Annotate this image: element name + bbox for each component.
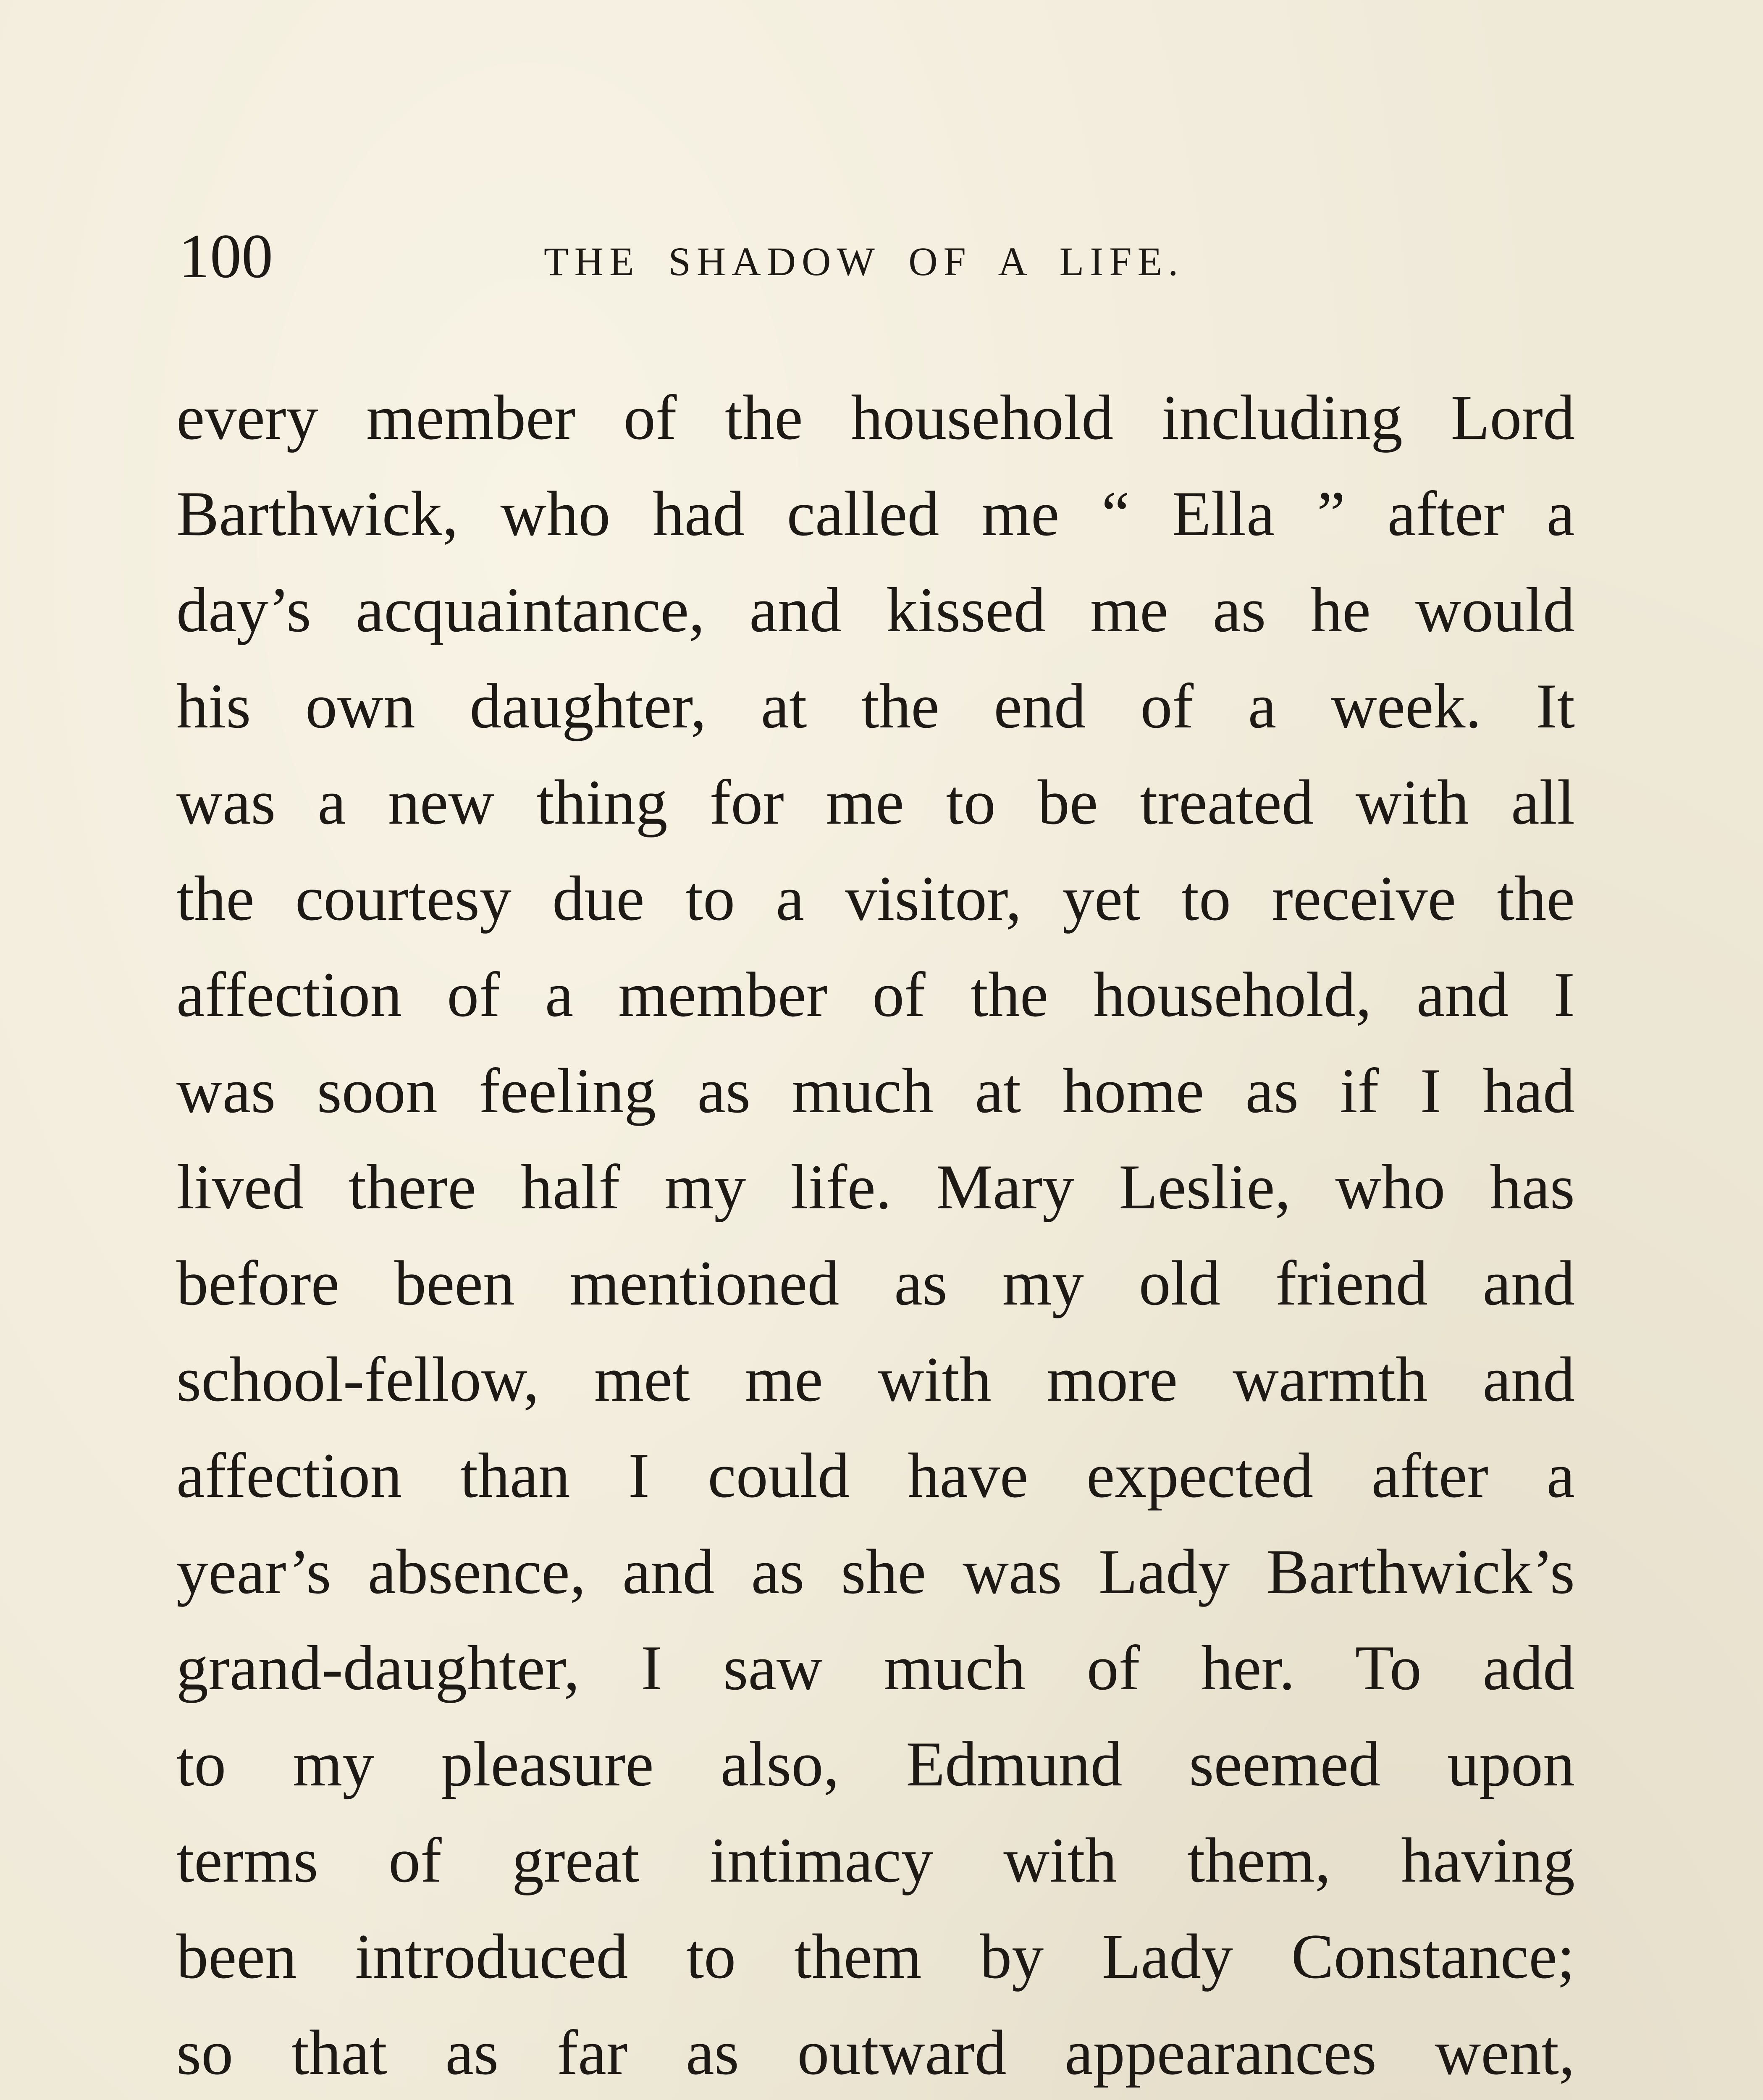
text-line: affection than I could have expected after a <box>176 1440 1575 1511</box>
text-line: his own daughter, at the end of a week. It <box>176 671 1575 741</box>
text-line: terms of great intimacy with them, having <box>176 1825 1575 1895</box>
page-header <box>178 218 1577 294</box>
text-line: to my pleasure also, Edmund seemed upon <box>176 1729 1575 1799</box>
text-line: was soon feeling as much at home as if I had <box>176 1055 1575 1126</box>
text-line: year’s absence, and as she was Lady Barthwick’s <box>176 1536 1575 1607</box>
text-line: day’s acquaintance, and kissed me as he would <box>176 575 1575 645</box>
text-line: grand-daughter, I saw much of her. To add <box>176 1633 1575 1703</box>
text-line: been introduced to them by Lady Constance; <box>176 1921 1575 1992</box>
text-line: was a new thing for me to be treated with all <box>176 767 1575 837</box>
page-number: 100 <box>178 221 273 291</box>
text-line: lived there half my life. Mary Leslie, who has <box>176 1152 1575 1222</box>
text-line: school-fellow, met me with more warmth and <box>176 1344 1575 1415</box>
text-line: the courtesy due to a visitor, yet to receive the <box>176 863 1575 934</box>
text-line: affection of a member of the household, and I <box>176 959 1575 1030</box>
body-text <box>176 370 1575 2100</box>
text-line: every member of the household including Lord <box>176 382 1575 453</box>
running-title: THE SHADOW OF A LIFE. <box>544 239 1184 284</box>
text-line: Barthwick, who had called me “ Ella ” after a <box>176 478 1575 549</box>
text-line: so that as far as outward appearances went, <box>176 2017 1575 2088</box>
text-line: before been mentioned as my old friend and <box>176 1248 1575 1318</box>
